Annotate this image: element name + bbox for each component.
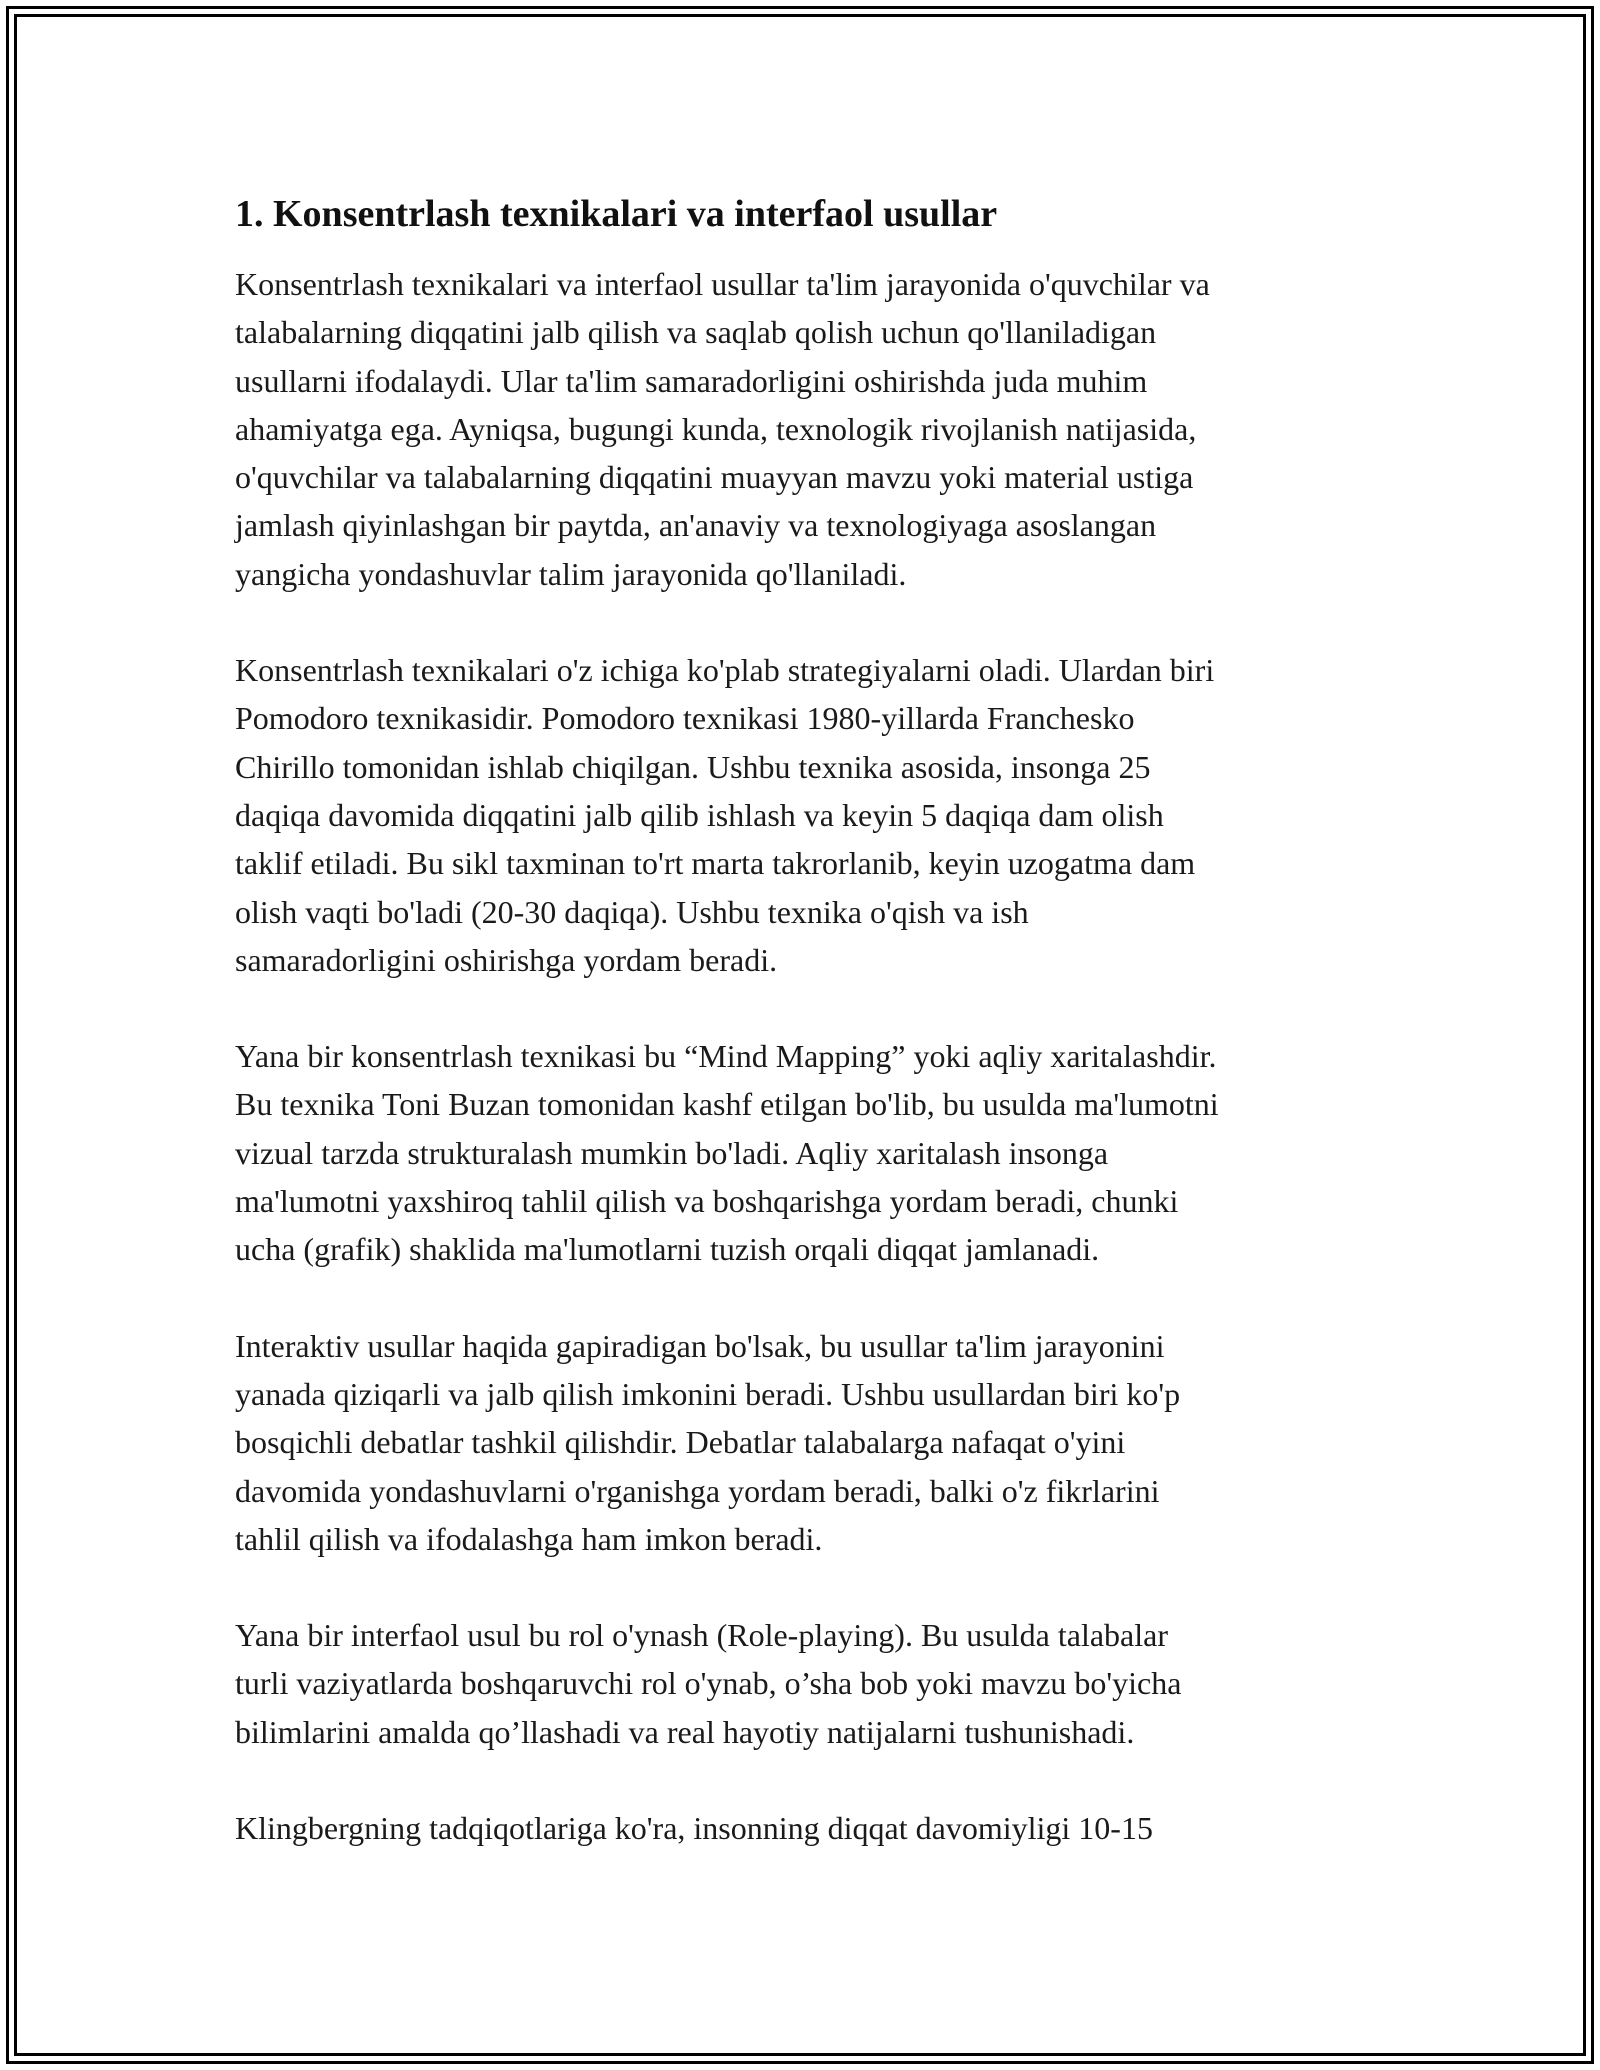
paragraph-role-playing: Yana bir interfaol usul bu rol o'ynash (Role-playing). Bu usulda talabalar turli vaziyatlarda boshqaruvchi rol o'ynab, o’sha bob yoki mavzu bo'yicha bilimlarini amalda qo’llashadi va real hayotiy natijalarni tushunishadi.	[235, 1617, 1182, 1750]
paragraph-mind-mapping: Yana bir konsentrlash texnikasi bu “Mind Mapping” yoki aqliy xaritalashdir. Bu texnika Toni Buzan tomonidan kashf etilgan bo'lib, bu usulda ma'lumotni vizual tarzda strukturalash mumkin bo'ladi. Aqliy xaritalash insonga ma'lumotni yaxshiroq tahlil qilish va boshqarishga yordam beradi, chunki ucha (grafik) shaklida ma'lumotlarni tuzish orqali diqqat jamlanadi.	[235, 1038, 1219, 1268]
paragraph-pomodoro: Konsentrlash texnikalari o'z ichiga ko'plab strategiyalarni oladi. Ulardan biri Pomodoro texnikasidir. Pomodoro texnikasi 1980-yillarda Francheskо Chirillo tomonidan ishlab chiqilgan. Ushbu texnika asosida, insonga 25 daqiqa davomida diqqatini jalb qilib ishlash va keyin 5 daqiqa dam olish taklif etiladi. Bu sikl taxminan to'rt marta takrorlanib, keyin uzogatma dam olish vaqti bo'ladi (20-30 daqiqa). Ushbu texnika o'qish va ish samaradorligini oshirishga yordam beradi.	[235, 652, 1215, 978]
paragraph-interactive-debates: Interaktiv usullar haqida gapiradigan bo'lsak, bu usullar ta'lim jarayonini yanada qiziqarli va jalb qilish imkonini beradi. Ushbu usullardan biri ko'p bosqichli debatlar tashkil qilishdir. Debatlar talabalarga nafaqat o'yini davomida yondashuvlarni o'rganishga yordam beradi, balki o'z fikrlarini tahlil qilish va ifodalashga ham imkon beradi.	[235, 1327, 1181, 1557]
paragraph-intro: Konsentrlash texnikalari va interfaol usullar ta'lim jarayonida o'quvchilar va talabalarning diqqatini jalb qilish va saqlab qolish uchun qo'llaniladigan usullarni ifodalaydi. Ular ta'lim samaradorligini oshirishda juda muhim ahamiyatga ega. Ayniqsa, bugungi kunda, texnologik rivojlanish natijasida, o'quvchilar va talabalarning diqqatini muayyan mavzu yoki material ustiga jamlash qiyinlashgan bir paytda, an'anaviy va texnologiyaga asoslangan yangicha yondashuvlar talim jarayonida qo'llaniladi.	[235, 266, 1210, 592]
section-heading: 1. Konsentrlash texnikalari va interfaol usullar	[235, 193, 998, 235]
document-body	[235, 186, 1375, 1852]
paragraph-klingberg: Klingbergning tadqiqotlariga ko'ra, insonning diqqat davomiyligi 10-15	[235, 1810, 1153, 1847]
